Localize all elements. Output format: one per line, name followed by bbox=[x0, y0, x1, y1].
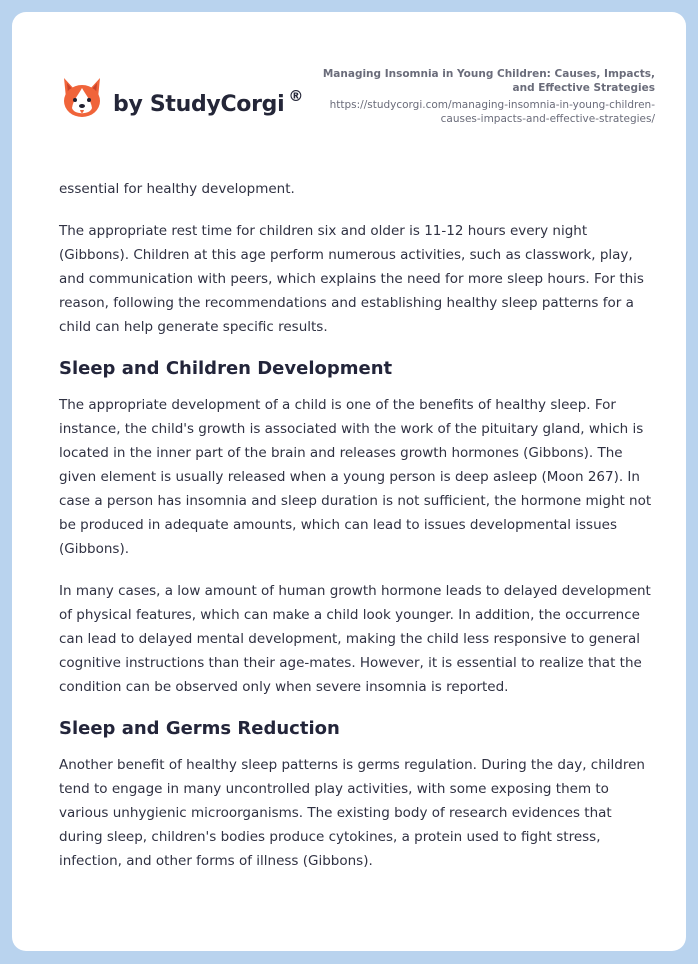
section-heading: Sleep and Germs Reduction bbox=[59, 718, 340, 739]
brand-text: by StudyCorgi bbox=[113, 92, 285, 117]
brand-name[interactable] bbox=[113, 87, 304, 117]
registered-mark: ® bbox=[288, 87, 304, 105]
page-header bbox=[12, 12, 686, 152]
paragraph: Another benefit of healthy sleep patterns is germs regulation. During the day, children tend to engage in many uncontrolled play activities, with some exposing them to various unhygienic microorganisms. The existing body of research evidences that during sleep, children's bodies produce cytokines, a protein used to fight stress, infection, and other forms of illness (Gibbons). bbox=[59, 757, 645, 869]
document-meta bbox=[315, 67, 655, 126]
paragraph: The appropriate rest time for children six and older is 11-12 hours every night (Gibbons). Children at this age perform numerous activities, such as classwork, play, and communication with peers, which explains the need for more sleep hours. For this reason, following the recommendations and establishing healthy sleep patterns for a child can help generate specific results. bbox=[59, 223, 644, 335]
document-title: Managing Insomnia in Young Children: Causes, Impacts, and Effective Strategies bbox=[322, 68, 655, 94]
paragraph: In many cases, a low amount of human growth hormone leads to delayed development of physical features, which can make a child look younger. In addition, the occurrence can lead to delayed mental development, making the child less responsive to general cognitive instructions than their age-mates. However, it is essential to realize that the condition can be observed only when severe insomnia is reported. bbox=[59, 583, 651, 695]
article-body bbox=[59, 177, 655, 891]
document-url[interactable]: https://studycorgi.com/managing-insomnia-in-young-children-causes-impacts-and-effective-strategies/ bbox=[329, 99, 655, 125]
paragraph: essential for healthy development. bbox=[59, 181, 295, 197]
paragraph: The appropriate development of a child is one of the benefits of healthy sleep. For instance, the child's growth is associated with the work of the pituitary gland, which is located in the inner part of the brain and releases growth hormones (Gibbons). The given element is usually released when a young person is deep asleep (Moon 267). In case a person has insomnia and sleep duration is not sufficient, the hormone might not be produced in adequate amounts, which can lead to issues developmental issues (Gibbons). bbox=[59, 397, 652, 557]
corgi-logo-icon[interactable] bbox=[60, 76, 104, 122]
section-heading: Sleep and Children Development bbox=[59, 358, 393, 379]
document-page bbox=[12, 12, 686, 951]
